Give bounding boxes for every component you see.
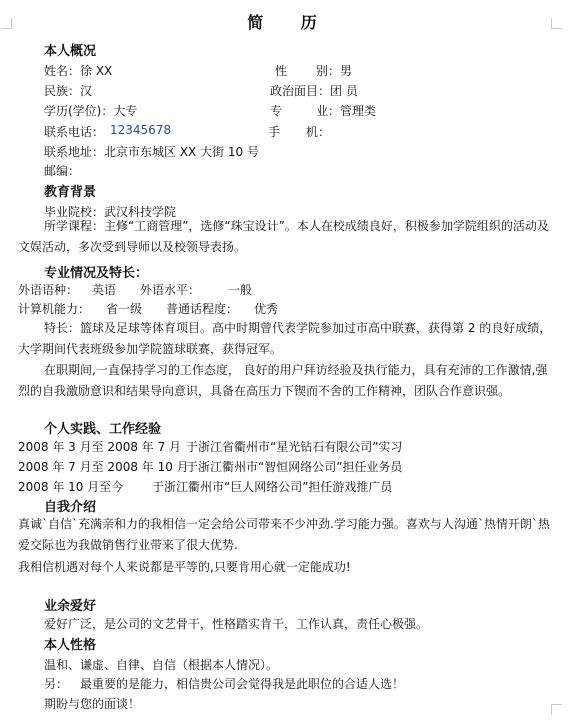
practice-period: 2008 年 10 月至今 — [18, 480, 124, 494]
work-attitude-paragraph: 在职期间,一直保持学习的工作态度， 良好的用户拜访经验及执行能力，具有充沛的工作激情,强烈的自我激励意识和结果导向意识，具备在高压力下锲而不舍的工作精神，团队合作意识强。 — [18, 363, 548, 398]
section-heading-hobby: 业余爱好 — [44, 599, 97, 614]
section-heading-overview: 本人概况 — [44, 44, 97, 59]
section-heading-intro: 自我介绍 — [44, 500, 97, 515]
courses-paragraph: 所学课程：主修“工商管理”，选修“珠宝设计”。本人在校成绩良好，积极参加学院组织的活动及文娱活动，多次受到导师以及校领导表扬。 — [18, 219, 549, 254]
address-field: 联系地址：北京市东城区 XX 大街 10 号 — [44, 145, 259, 159]
section-heading-education: 教育背景 — [44, 185, 97, 200]
mandarin-label: 普通话程度： — [166, 302, 239, 316]
ethnic-field: 民族：汉 — [44, 84, 93, 98]
name-field: 姓名：徐 XX — [44, 64, 113, 78]
computer-value: 省一级 — [106, 302, 143, 316]
section-heading-character: 本人性格 — [44, 638, 97, 653]
degree-field: 学历(学位)：大专 — [44, 104, 138, 118]
intro-paragraph: 真诚`自信`充满亲和力的我相信一定会给公司带来不少冲劲.学习能力强。喜欢与人沟通`热情开朗`热爱交际也为我做销售行业带来了很大优势. — [18, 517, 550, 552]
mandarin-value: 优秀 — [254, 302, 279, 316]
language-value: 英语 — [92, 283, 117, 297]
mobile-label: 手 — [268, 125, 281, 139]
page-title: 简 历 — [247, 13, 333, 32]
other-text: 最重要的是能力，相信贵公司会觉得我是此职位的合适人选！ — [80, 677, 405, 691]
belief-line: 我相信机遇对每个人来说都是平等的,只要肯用心就一定能成功! — [18, 560, 351, 574]
practice-period: 2008 年 3 月至 2008 年 7 月 — [18, 440, 182, 454]
practice-detail: 于浙江衢州市“巨人网络公司”担任游戏推广员 — [152, 480, 393, 494]
politics-field: 政治面目：团 员 — [270, 84, 358, 98]
phone-label: 联系电话： — [44, 125, 105, 139]
mobile-field: 机： — [306, 125, 331, 139]
postcode-field: 邮编： — [44, 164, 81, 178]
language-level-value: 一般 — [228, 283, 253, 297]
specialty-paragraph: 特长：篮球及足球等体育项目。高中时期曾代表学院参加过市高中联赛，获得第 2 的良好成绩，大学期间代表班级参加学院篮球联赛，获得冠军。 — [18, 321, 552, 356]
page-margin-mark — [551, 704, 562, 715]
section-heading-practice: 个人实践、工作经验 — [44, 422, 162, 437]
language-label: 外语语种： — [18, 283, 79, 297]
language-level-label: 外语水平： — [140, 283, 201, 297]
other-label: 另： — [44, 677, 69, 691]
practice-detail: 于浙江省衢州市“星光钻石有限公司”实习 — [186, 440, 403, 454]
major-label: 专 — [270, 104, 283, 118]
traits-text: 温和、谦虚、自律、自信（根据本人情况）。 — [44, 658, 279, 672]
major-field: 业：管理类 — [316, 104, 377, 118]
phone-value: 12345678 — [110, 123, 172, 137]
closing-text: 期盼与您的面谈！ — [44, 697, 141, 711]
practice-period: 2008 年 7 月至 2008 年 10 月 — [18, 460, 189, 474]
hobby-text: 爱好广泛，是公司的文艺骨干，性格踏实肯干，工作认真，责任心极强。 — [44, 617, 429, 631]
school-field: 毕业院校：武汉科技学院 — [44, 205, 177, 219]
practice-detail: 于浙江衢州市“智恒网络公司”担任业务员 — [186, 460, 403, 474]
section-heading-skills: 专业情况及特长： — [44, 266, 149, 281]
gender-field: 别：男 — [316, 64, 353, 78]
gender-label: 性 — [275, 64, 288, 78]
computer-label: 计算机能力： — [18, 302, 91, 316]
